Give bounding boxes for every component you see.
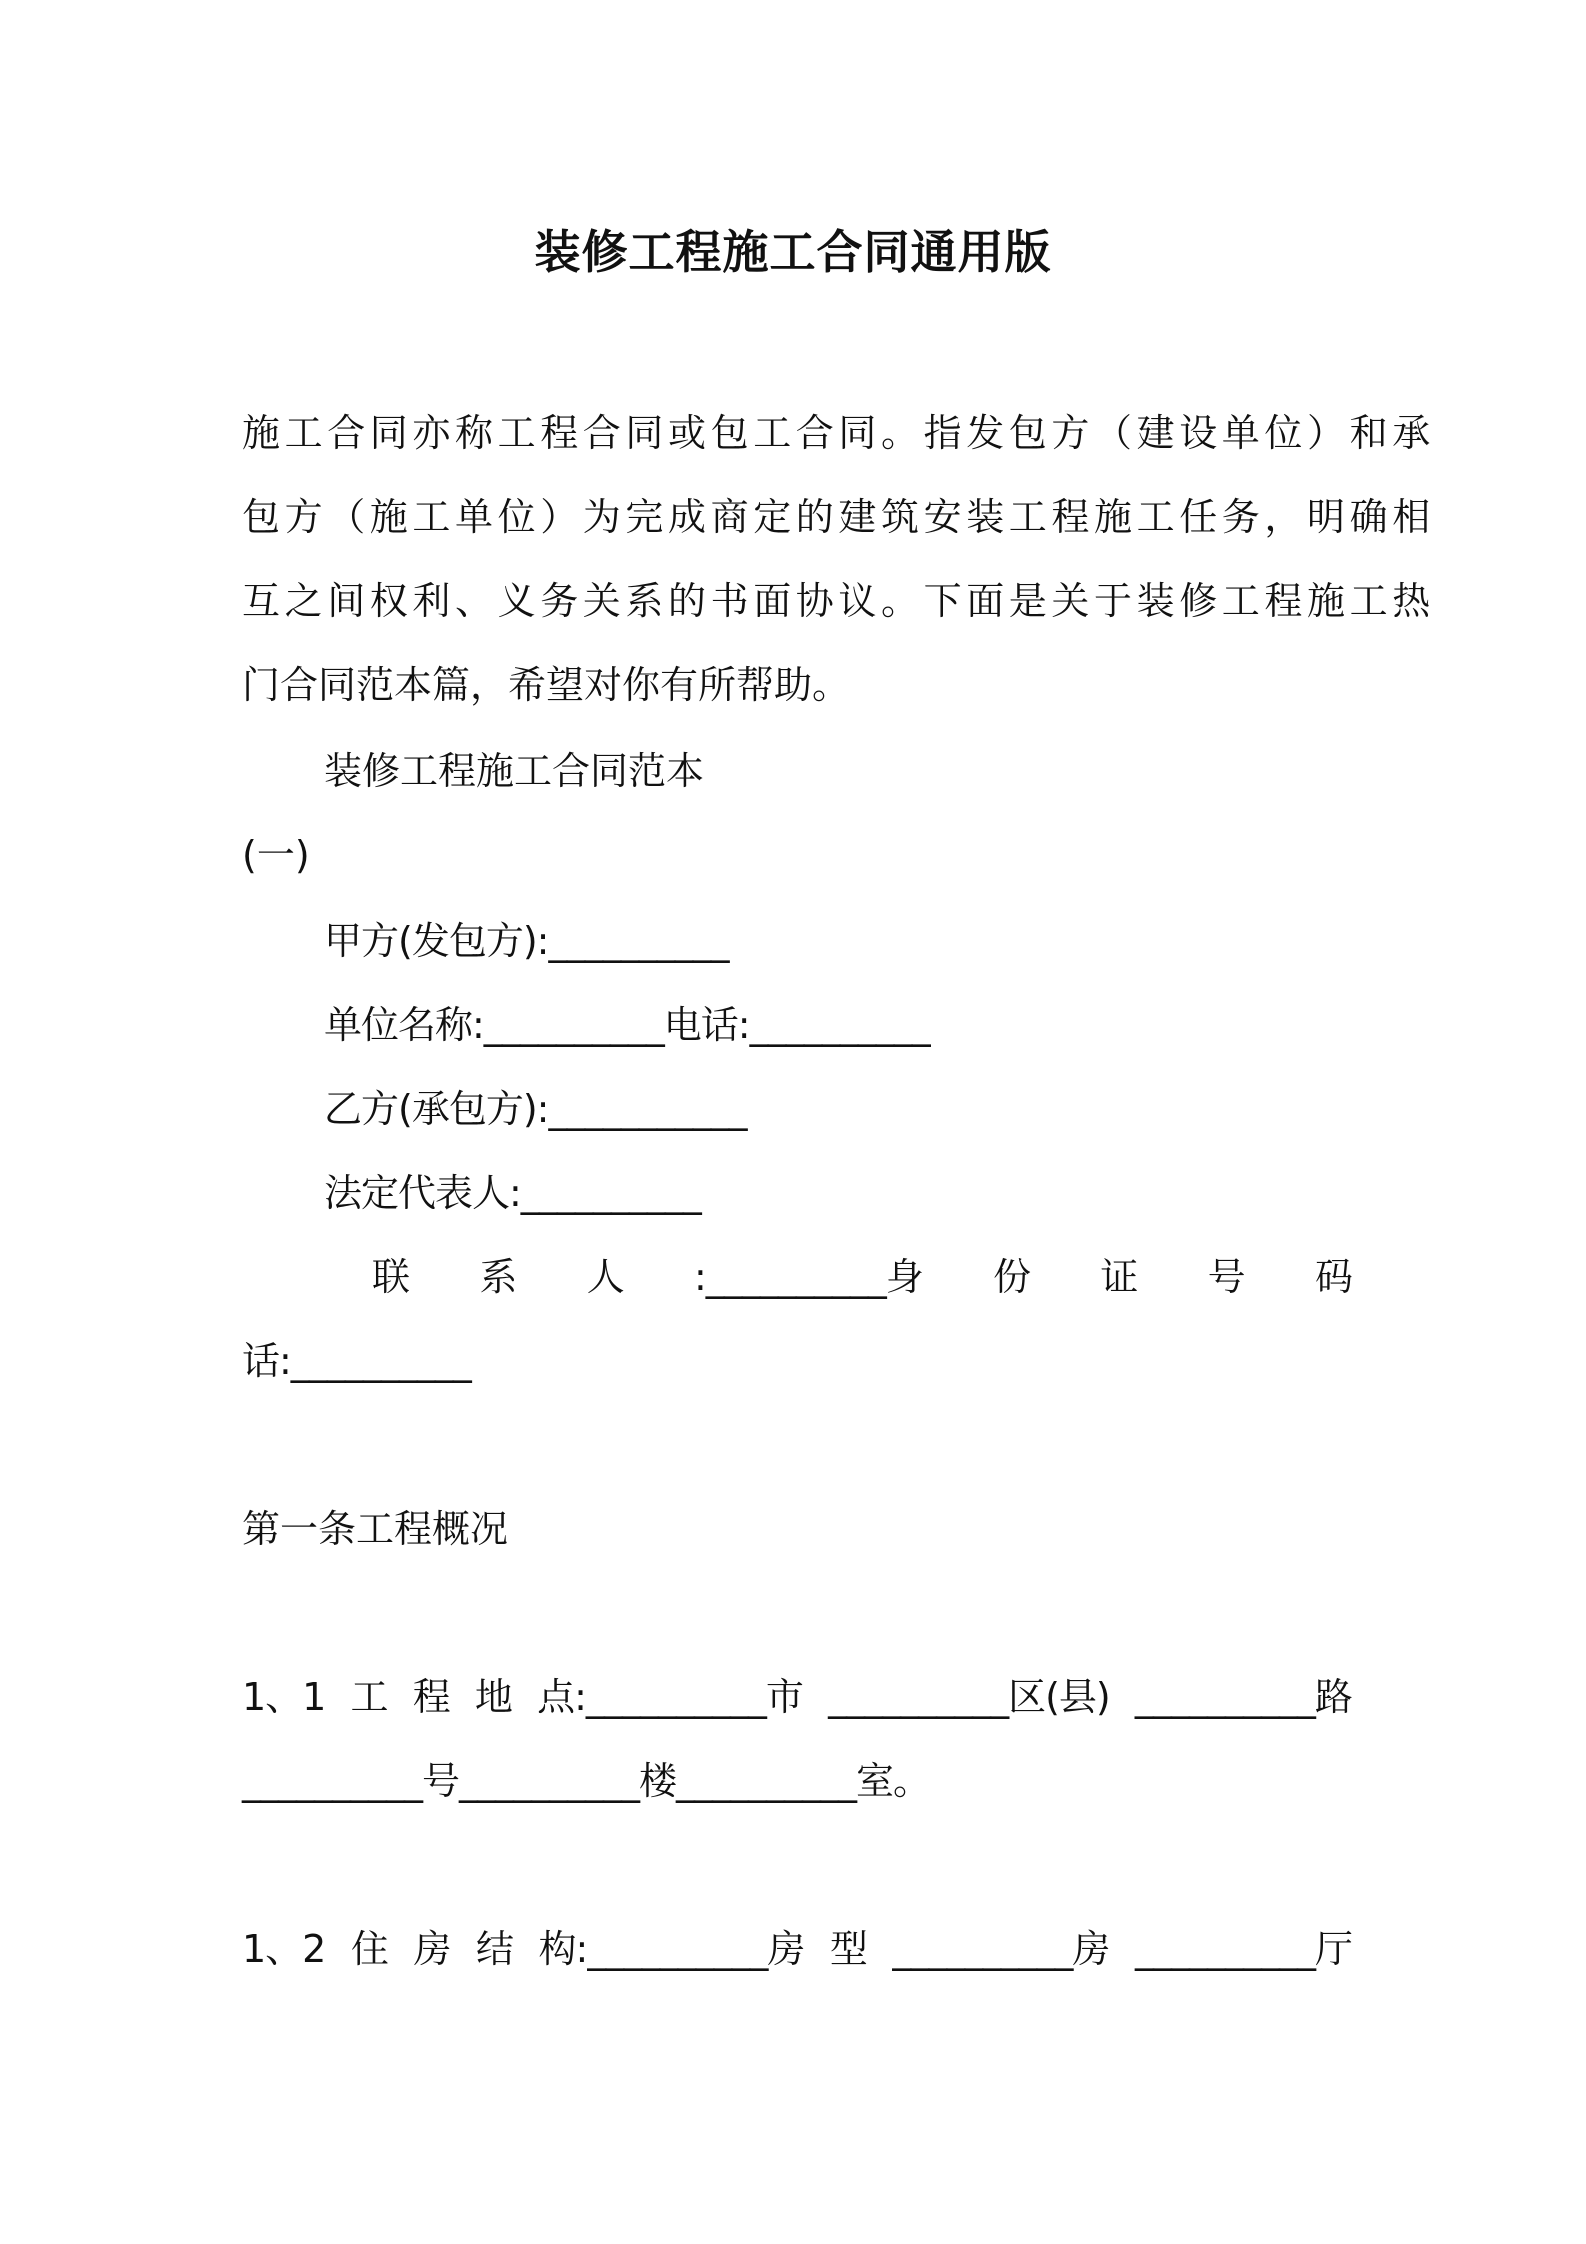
contact-part: 联 xyxy=(372,1255,410,1299)
clause-part: 地 xyxy=(474,1675,512,1719)
clause-1-1-cont: __________号__________楼__________室。 xyxy=(242,1759,931,1803)
clause-part: __________区(县) xyxy=(828,1675,1110,1719)
contact-part: 号 xyxy=(1207,1255,1245,1299)
clause-part: __________房 xyxy=(892,1927,1110,1971)
contact-line-cont: 话:__________ xyxy=(242,1339,471,1383)
contact-part: 人 xyxy=(586,1255,624,1299)
clause-part: 型 xyxy=(829,1927,867,1971)
section-marker: (一) xyxy=(242,833,310,877)
clause-part: 1、1 xyxy=(242,1675,326,1719)
clause-part: __________厅 xyxy=(1134,1927,1352,1971)
contact-part: 份 xyxy=(993,1255,1031,1299)
intro-text: 包方（施工单位）为完成商定的建筑安装工程施工任务，明确相 xyxy=(242,495,1435,539)
legal-representative-field: 法定代表人:__________ xyxy=(324,1171,701,1215)
contact-part: 证 xyxy=(1100,1255,1138,1299)
clause-part: __________路 xyxy=(1134,1675,1352,1719)
contact-part: 系 xyxy=(479,1255,517,1299)
party-b-field: 乙方(承包方):___________ xyxy=(324,1087,747,1131)
intro-text: 互之间权利、义务关系的书面协议。下面是关于装修工程施工热 xyxy=(242,579,1435,623)
article-1-heading: 第一条工程概况 xyxy=(242,1507,509,1551)
document-title: 装修工程施工合同通用版 xyxy=(534,225,1052,279)
clause-part: 点:__________市 xyxy=(537,1675,803,1719)
clause-part: 住 xyxy=(350,1927,388,1971)
clause-part: 结 xyxy=(475,1927,513,1971)
intro-line-2 xyxy=(242,492,1435,542)
party-a-field: 甲方(发包方):__________ xyxy=(324,919,729,963)
clause-1-2 xyxy=(242,1924,1352,1974)
contract-subtitle: 装修工程施工合同范本 xyxy=(324,749,705,793)
intro-line-3 xyxy=(242,576,1435,626)
contact-part: :__________身 xyxy=(693,1255,923,1299)
intro-line-1 xyxy=(242,408,1435,458)
clause-part: 房 xyxy=(413,1927,451,1971)
clause-part: 工 xyxy=(350,1675,388,1719)
contact-line xyxy=(372,1252,1352,1302)
clause-1-1 xyxy=(242,1672,1352,1722)
intro-text: 施工合同亦称工程合同或包工合同。指发包方（建设单位）和承 xyxy=(242,411,1435,455)
unit-phone-field: 单位名称:__________电话:__________ xyxy=(324,1003,930,1047)
clause-part: 程 xyxy=(412,1675,450,1719)
intro-line-4: 门合同范本篇，希望对你有所帮助。 xyxy=(242,663,851,707)
contact-part: 码 xyxy=(1314,1255,1352,1299)
clause-part: 构:__________房 xyxy=(538,1927,805,1971)
clause-part: 1、2 xyxy=(242,1927,326,1971)
